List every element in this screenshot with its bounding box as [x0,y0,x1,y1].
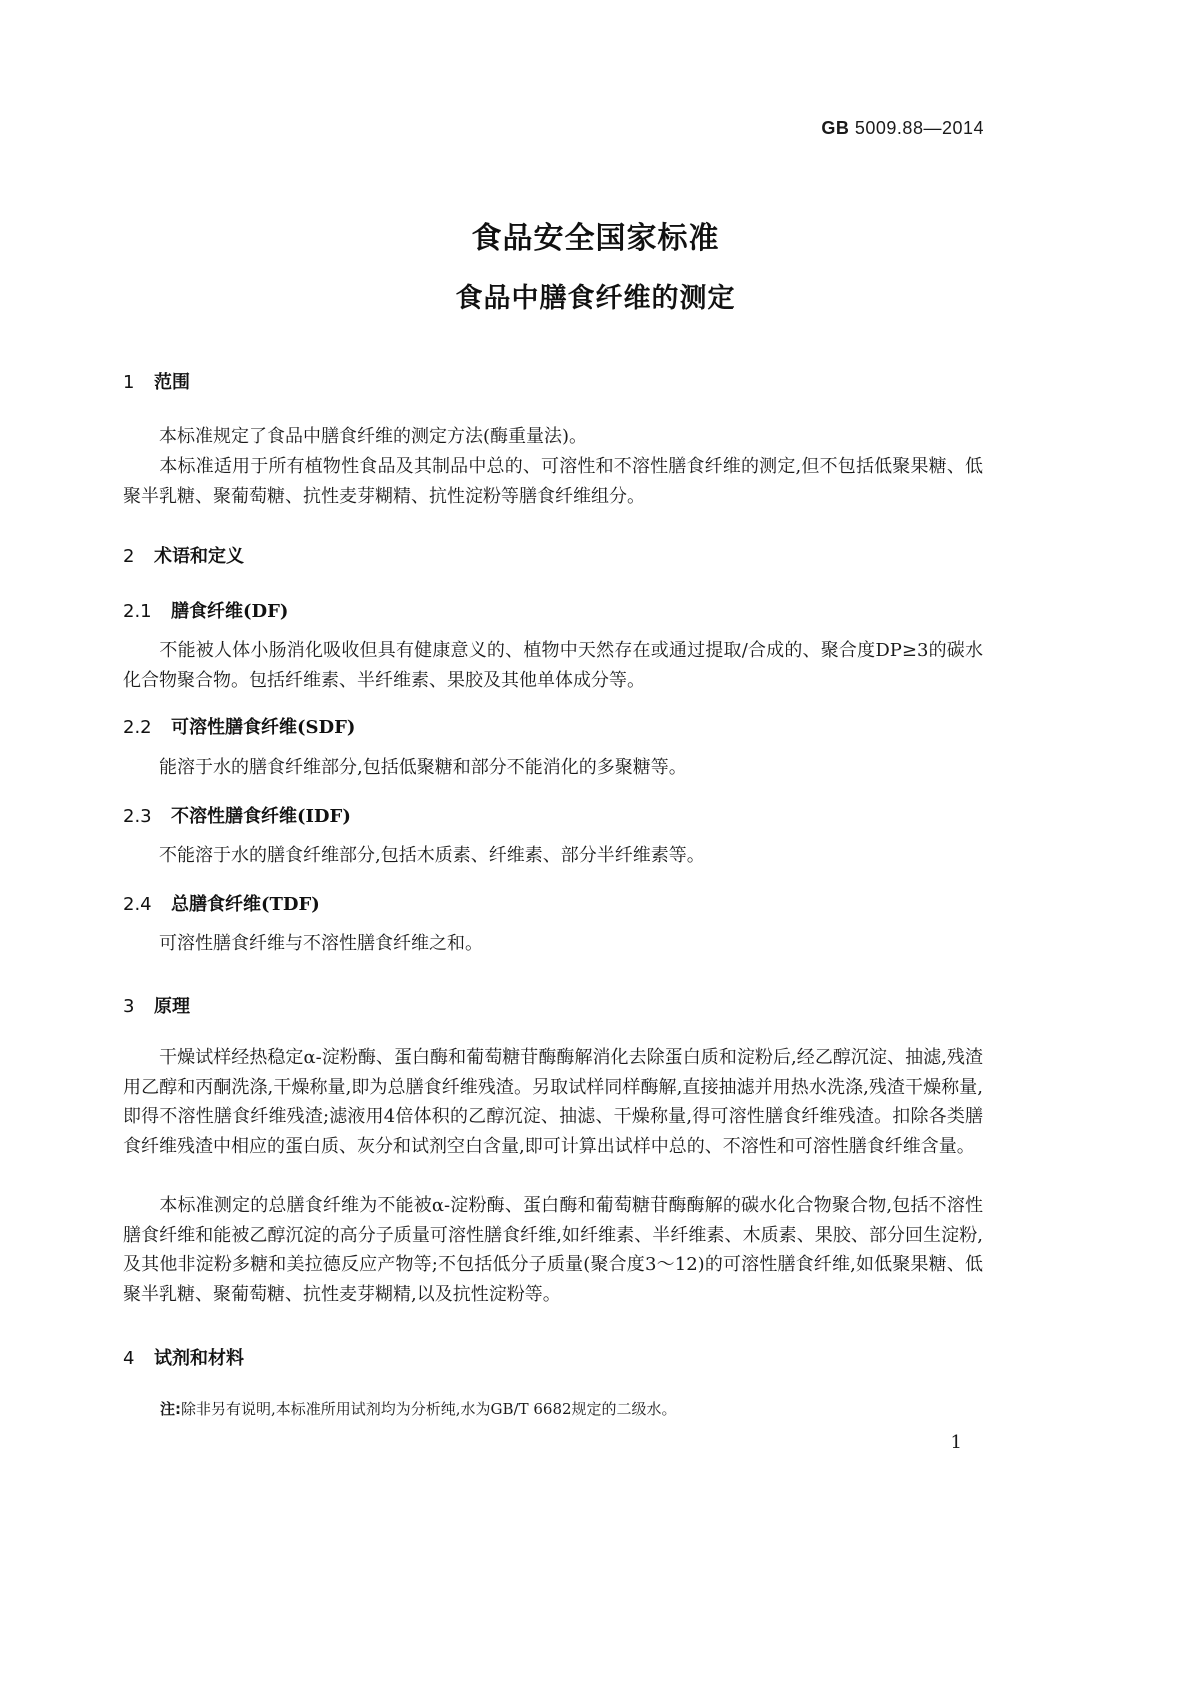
section-number: 3 [123,996,135,1017]
section-heading-3 [123,992,190,1018]
subsection-heading-2-1 [123,597,288,623]
subsection-number: 2.2 [123,717,152,738]
document-subtitle: 食品中膳食纤维的测定 [455,283,736,314]
standard-prefix: GB [821,118,850,138]
section-3-paragraph-2: 本标准测定的总膳食纤维为不能被α-淀粉酶、蛋白酶和葡萄糖苷酶酶解的碳水化合物聚合物,包括不溶性膳食纤维和能被乙醇沉淀的高分子质量可溶性膳食纤维,如纤维素、半纤维素、木质素、果胶、部分回生淀粉,及其他非淀粉多糖和美拉德反应产物等;不包括低分子质量(聚合度3～12)的可溶性膳食纤维,如低聚果糖、低聚半乳糖、聚葡萄糖、抗性麦芽糊精,以及抗性淀粉等。 [123,1195,983,1305]
section-heading-2 [123,542,244,568]
standard-number: 5009.88—2014 [854,118,984,138]
subsection-abbr: (IDF) [297,806,351,827]
subsection-title: 总膳食纤维 [171,894,261,915]
section-title: 试剂和材料 [154,1348,244,1369]
subsection-heading-2-2 [123,713,355,739]
section-heading-4 [123,1344,244,1370]
subsection-abbr: (TDF) [261,894,320,915]
section-number: 2 [123,546,135,567]
section-1-paragraph-1: 本标准规定了食品中膳食纤维的测定方法(酶重量法)。 [123,426,588,447]
subsection-title: 膳食纤维 [171,601,243,622]
definition-2-2: 能溶于水的膳食纤维部分,包括低聚糖和部分不能消化的多聚糖等。 [123,757,687,778]
subsection-title: 不溶性膳食纤维 [171,806,297,827]
subsection-abbr: (SDF) [297,717,356,738]
definition-2-3: 不能溶于水的膳食纤维部分,包括木质素、纤维素、部分半纤维素等。 [123,845,705,866]
section-3-paragraph-1: 干燥试样经热稳定α-淀粉酶、蛋白酶和葡萄糖苷酶酶解消化去除蛋白质和淀粉后,经乙醇沉淀、抽滤,残渣用乙醇和丙酮洗涤,干燥称量,即为总膳食纤维残渣。另取试样同样酶解,直接抽滤并用热水洗涤,残渣干燥称量,即得不溶性膳食纤维残渣;滤液用4倍体积的乙醇沉淀、抽滤、干燥称量,得可溶性膳食纤维残渣。扣除各类膳食纤维残渣中相应的蛋白质、灰分和试剂空白含量,即可计算出试样中总的、不溶性和可溶性膳食纤维含量。 [123,1047,983,1157]
subsection-abbr: (DF) [243,601,289,622]
note-text: 除非另有说明,本标准所用试剂均为分析纯,水为GB/T 6682规定的二级水。 [181,1400,677,1418]
standard-code [821,118,984,139]
note [160,1398,677,1419]
subsection-heading-2-4 [123,890,320,916]
subsection-number: 2.4 [123,894,152,915]
subsection-heading-2-3 [123,802,351,828]
page-number: 1 [950,1432,962,1453]
subsection-number: 2.1 [123,601,152,622]
section-number: 1 [123,372,135,393]
definition-2-4: 可溶性膳食纤维与不溶性膳食纤维之和。 [123,933,483,954]
subsection-number: 2.3 [123,806,152,827]
section-title: 原理 [154,996,190,1017]
definition-2-1: 不能被人体小肠消化吸收但具有健康意义的、植物中天然存在或通过提取/合成的、聚合度DP≥3的碳水化合物聚合物。包括纤维素、半纤维素、果胶及其他单体成分等。 [123,640,983,691]
section-number: 4 [123,1348,135,1369]
section-title: 术语和定义 [154,546,244,567]
subsection-title: 可溶性膳食纤维 [171,717,297,738]
section-heading-1 [123,368,190,394]
section-title: 范围 [154,372,190,393]
section-1-paragraph-2: 本标准适用于所有植物性食品及其制品中总的、可溶性和不溶性膳食纤维的测定,但不包括低聚果糖、低聚半乳糖、聚葡萄糖、抗性麦芽糊精、抗性淀粉等膳食纤维组分。 [123,456,983,507]
note-label: 注: [160,1400,181,1418]
document-title: 食品安全国家标准 [471,221,720,256]
